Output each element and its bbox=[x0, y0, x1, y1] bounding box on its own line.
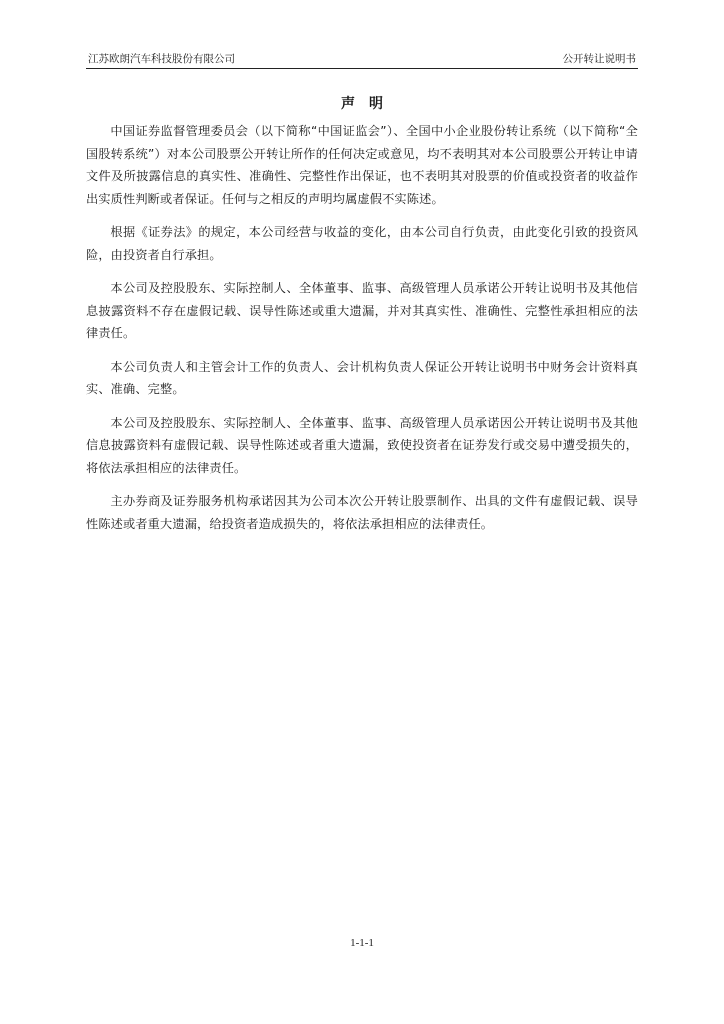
paragraph-compensation-commitment: 本公司及控股股东、实际控制人、全体董事、监事、高级管理人员承诺因公开转让说明书及其他信息披露资料有虚假记载、误导性陈述或者重大遗漏，致使投资者在证券发行或交易中遭受损失的，将依法承担相应的法律责任。 bbox=[86, 415, 638, 475]
header-document-type: 公开转让说明书 bbox=[562, 53, 636, 65]
page-title: 声明 bbox=[341, 96, 397, 112]
header-company-name: 江苏欧朗汽车科技股份有限公司 bbox=[88, 53, 235, 65]
paragraph-regulator-disclaimer: 中国证券监督管理委员会（以下简称“中国证监会”）、全国中小企业股份转让系统（以下简称“全国股转系统”）对本公司股票公开转让所作的任何决定或意见，均不表明其对本公司股票公开转让申请文件及所披露信息的真实性、准确性、完整性作出保证，也不表明其对股票的价值或投资者的收益作出实质性判断或者保证。任何与之相反的声明均属虚假不实陈述。 bbox=[86, 124, 638, 206]
page-number: 1-1-1 bbox=[350, 937, 374, 949]
paragraph-broker-commitment: 主办券商及证券服务机构承诺因其为公司本次公开转让股票制作、出具的文件有虚假记载、误导性陈述或者重大遗漏，给投资者造成损失的，将依法承担相应的法律责任。 bbox=[86, 494, 638, 531]
paragraph-investment-risk: 根据《证券法》的规定，本公司经营与收益的变化，由本公司自行负责，由此变化引致的投资风险，由投资者自行承担。 bbox=[86, 225, 638, 262]
declaration-body bbox=[86, 120, 638, 546]
page-header bbox=[86, 50, 638, 69]
paragraph-financial-guarantee: 本公司负责人和主管会计工作的负责人、会计机构负责人保证公开转让说明书中财务会计资料真实、准确、完整。 bbox=[86, 359, 638, 396]
paragraph-disclosure-commitment: 本公司及控股股东、实际控制人、全体董事、监事、高级管理人员承诺公开转让说明书及其他信息披露资料不存在虚假记载、误导性陈述或重大遗漏，并对其真实性、准确性、完整性承担相应的法律责任。 bbox=[86, 281, 638, 340]
